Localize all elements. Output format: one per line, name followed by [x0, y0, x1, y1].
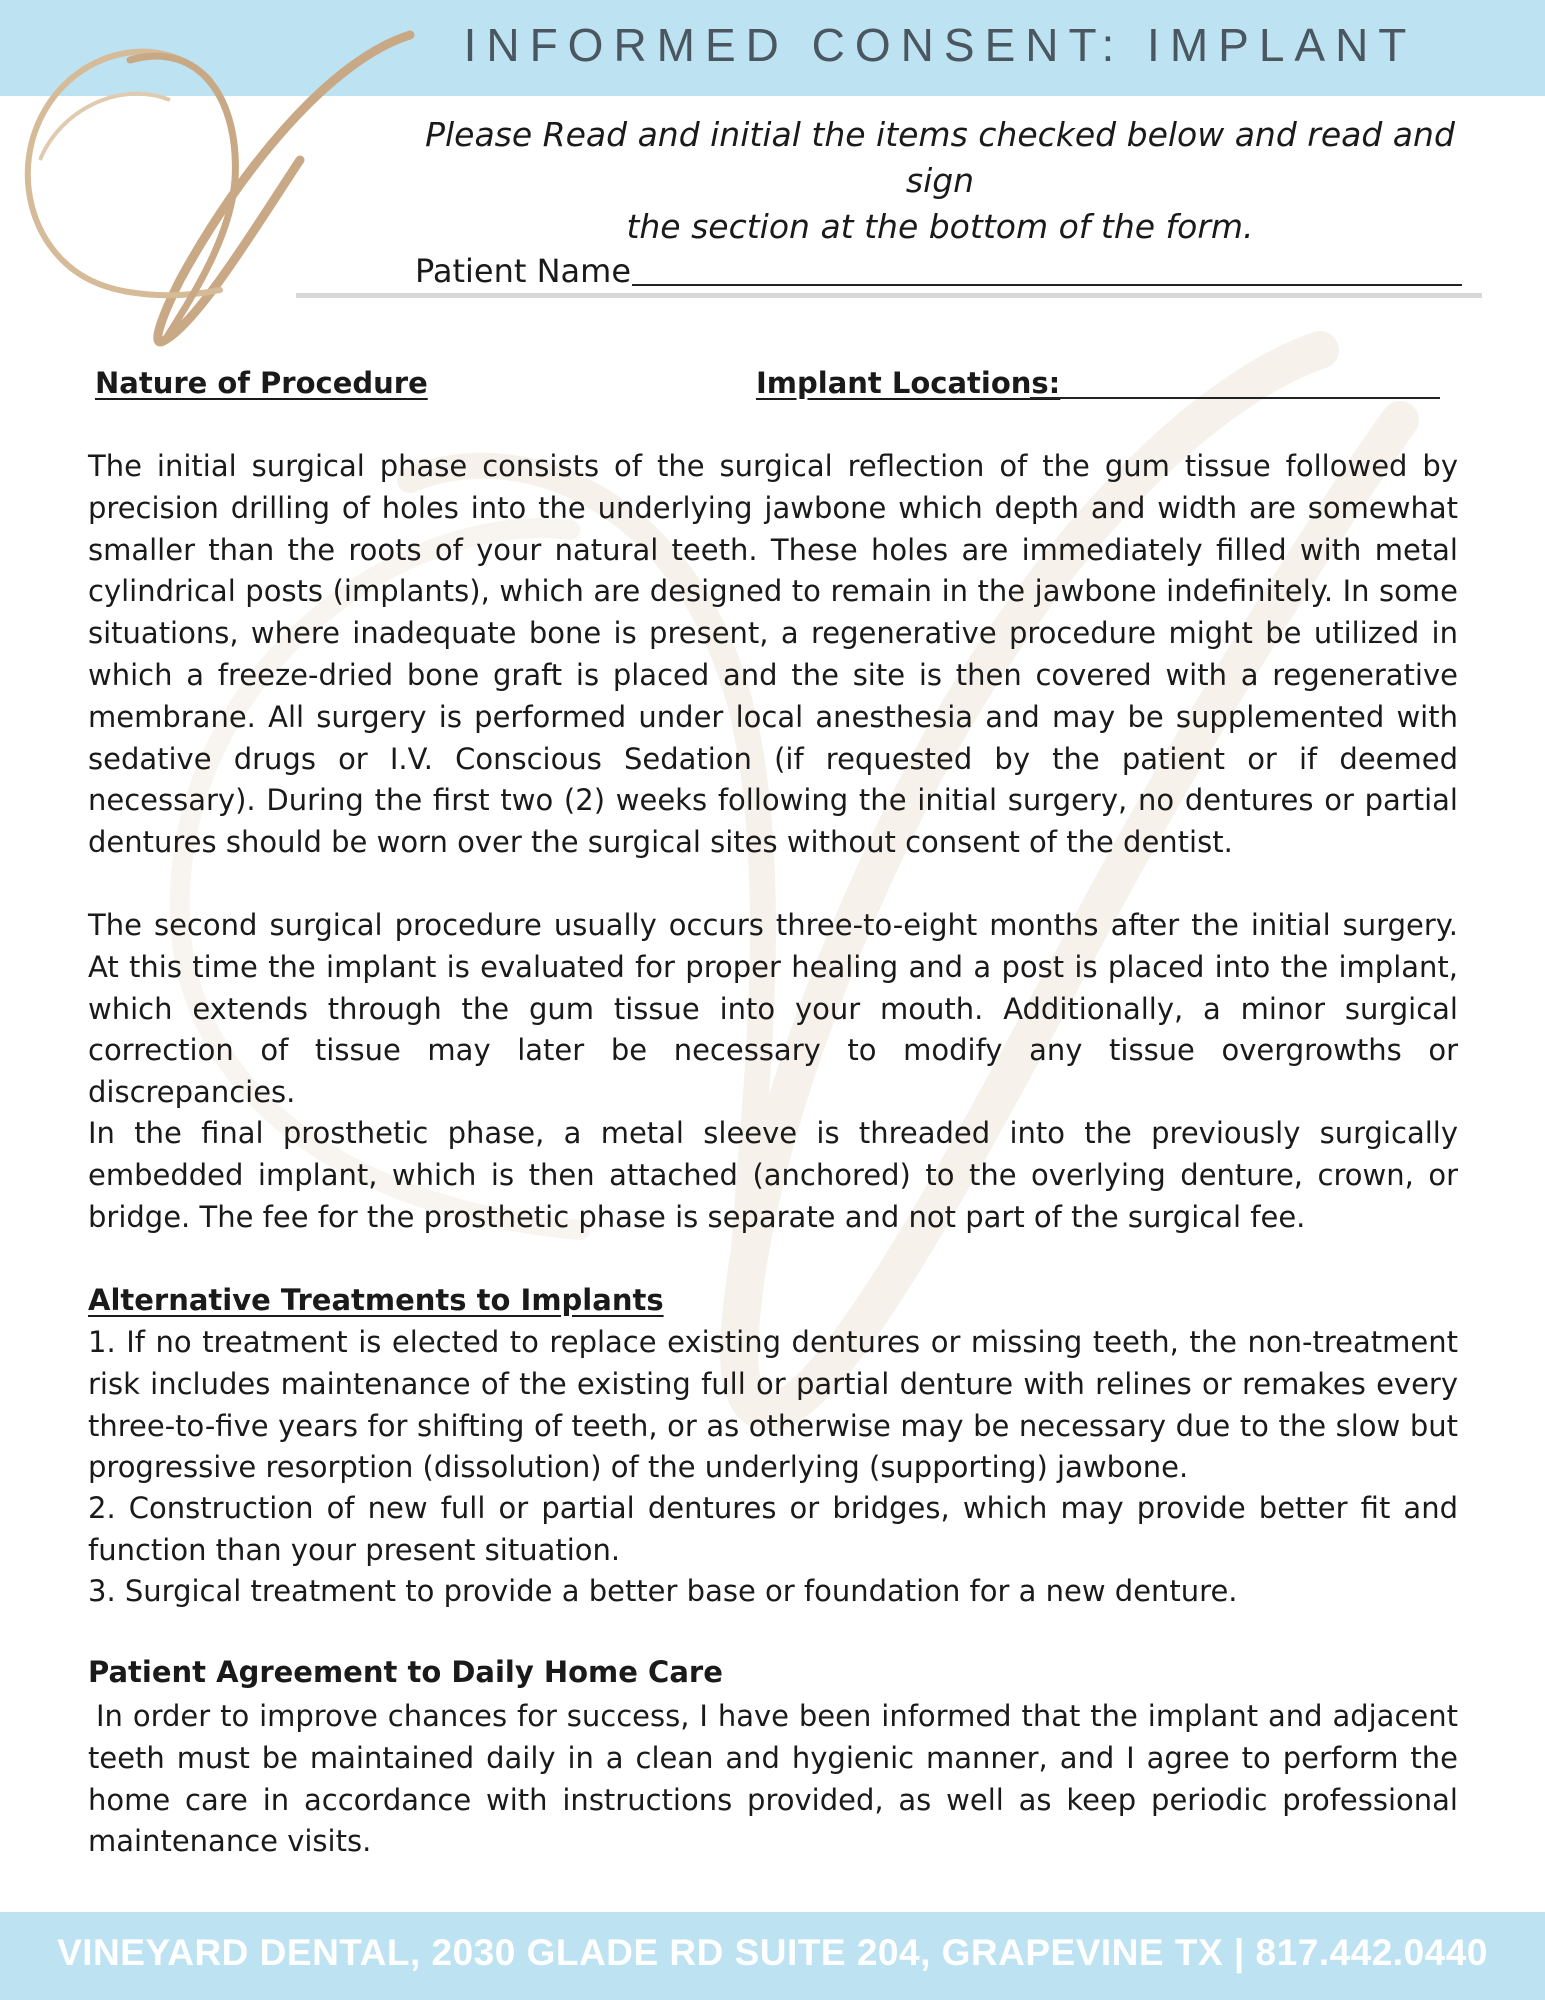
- instructions-line-2: the section at the bottom of the form.: [626, 207, 1254, 246]
- nature-paragraph-1: The initial surgical phase consists of the surgical reflection of the gum tissue followed by precision drilling of holes into the underlying jawbone which depth and width are somewhat smaller than the roots of your natural teeth. These holes are immediately filled with metal cylindrical posts (implants), which are designed to remain in the jawbone indefinitely. In some situations, where inadequate bone is present, a regenerative procedure might be utilized in which a freeze-dried bone graft is placed and the site is then covered with a regenerative membrane. All surgery is performed under local anesthesia and may be supplemented with sedative drugs or I.V. Conscious Sedation (if requested by the patient or if deemed necessary). During the first two (2) weeks following the initial surgery, no dentures or partial dentures should be worn over the surgical sites without consent of the dentist.: [88, 449, 1458, 860]
- page-title: INFORMED CONSENT: IMPLANT: [463, 19, 1417, 71]
- alternative-item-2: 2. Construction of new full or partial dentures or bridges, which may provide better fit and function than your present situation.: [88, 1491, 1458, 1567]
- header-divider: [296, 293, 1482, 298]
- implant-locations-label: Implant Locations:: [756, 366, 1061, 400]
- alternatives-heading: Alternative Treatments to Implants: [88, 1283, 664, 1317]
- patient-name-field[interactable]: [632, 284, 1462, 286]
- nature-of-procedure-heading: Nature of Procedure: [95, 366, 428, 400]
- vineyard-v-logo-icon: [0, 20, 430, 360]
- alternative-item-3: 3. Surgical treatment to provide a better base or foundation for a new denture.: [88, 1574, 1238, 1608]
- instructions-line-1: Please Read and initial the items checked below and read and sign: [425, 115, 1455, 200]
- home-care-paragraph: In order to improve chances for success, I have been informed that the implant and adjacent teeth must be maintained daily in a clean and hygienic manner, and I agree to perform the home care in accordance with instructions provided, as well as keep periodic professional maintenance visits.: [88, 1699, 1458, 1859]
- patient-name-label: Patient Name: [415, 252, 631, 290]
- instructions: [390, 112, 1490, 250]
- implant-locations-field[interactable]: [1030, 397, 1440, 399]
- alternative-item-1: 1. If no treatment is elected to replace existing dentures or missing teeth, the non-treatment risk includes maintenance of the existing full or partial denture with relines or remakes every three-to-five years for shifting of teeth, or as otherwise may be necessary due to the slow but progressive resorption (dissolution) of the underlying (supporting) jawbone.: [88, 1325, 1458, 1485]
- footer-address: VINEYARD DENTAL, 2030 GLADE RD SUITE 204, GRAPEVINE TX | 817.442.0440: [57, 1932, 1488, 1973]
- home-care-heading: Patient Agreement to Daily Home Care: [88, 1655, 723, 1689]
- nature-paragraph-2: The second surgical procedure usually occurs three-to-eight months after the initial surgery. At this time the implant is evaluated for proper healing and a post is placed into the implant, which extends through the gum tissue into your mouth. Additionally, a minor surgical correction of tissue may later be necessary to modify any tissue overgrowths or discrepancies.: [88, 908, 1458, 1110]
- nature-paragraph-3: In the final prosthetic phase, a metal sleeve is threaded into the previously surgically embedded implant, which is then attached (anchored) to the overlying denture, crown, or bridge. The fee for the prosthetic phase is separate and not part of the surgical fee.: [88, 1116, 1458, 1234]
